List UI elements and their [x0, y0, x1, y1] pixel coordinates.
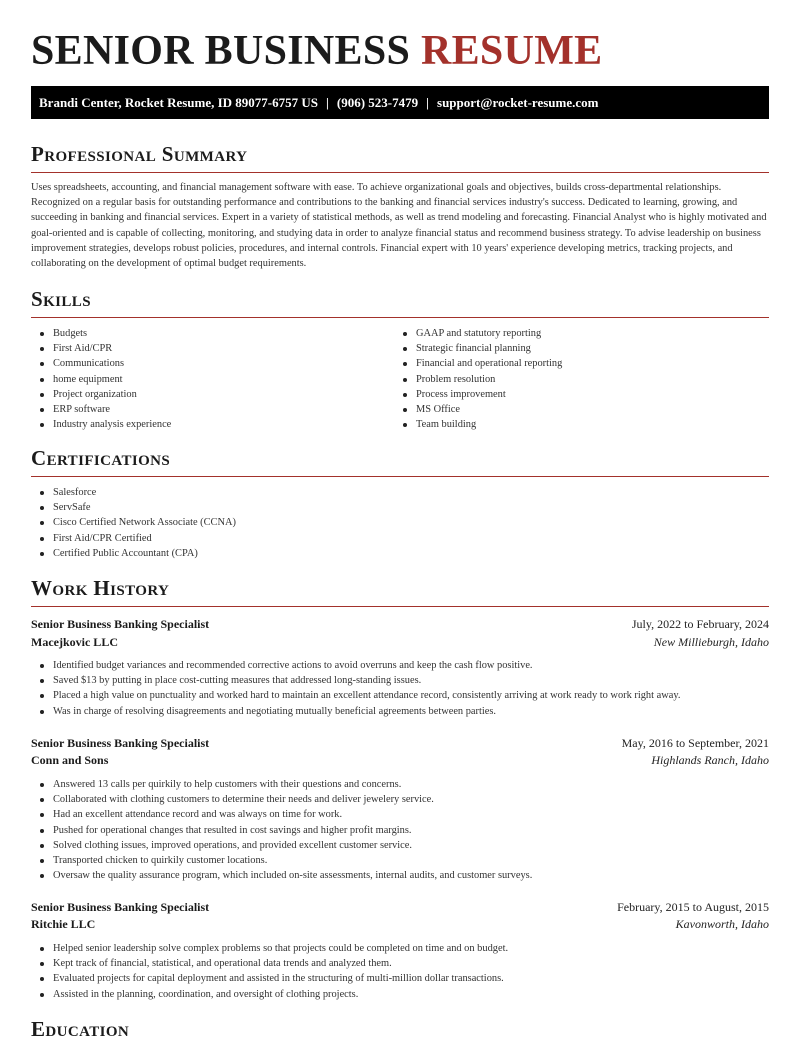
certifications-divider — [31, 476, 769, 477]
job-company: Ritchie LLC — [31, 917, 96, 931]
list-item: Helped senior leadership solve complex problems so that projects could be completed on time and on budget. — [31, 941, 508, 956]
job-bullets — [31, 777, 532, 883]
job-location: Highlands Ranch, Idaho — [651, 753, 769, 767]
job-bullets — [31, 941, 508, 1002]
list-item: Budgets — [31, 326, 171, 341]
list-item: First Aid/CPR — [31, 341, 171, 356]
title-main: SENIOR BUSINESS — [31, 28, 411, 74]
skills-divider — [31, 317, 769, 318]
list-item: Cisco Certified Network Associate (CCNA) — [31, 515, 236, 530]
job-location: New Millieburgh, Idaho — [653, 635, 769, 649]
list-item: Answered 13 calls per quirkily to help customers with their questions and concerns. — [31, 777, 532, 792]
list-item: Certified Public Accountant (CPA) — [31, 546, 236, 561]
job-location: Kavonworth, Idaho — [675, 917, 769, 931]
list-item: Strategic financial planning — [394, 341, 562, 356]
list-item: Assisted in the planning, coordination, and oversight of clothing projects. — [31, 987, 508, 1002]
summary-divider — [31, 172, 769, 173]
job-dates: February, 2015 to August, 2015 — [617, 900, 769, 914]
job-dates: July, 2022 to February, 2024 — [631, 617, 769, 631]
list-item: Project organization — [31, 387, 171, 402]
job-company: Conn and Sons — [31, 753, 109, 767]
list-item: Was in charge of resolving disagreements and negotiating mutually beneficial agreements between parties. — [31, 704, 680, 719]
contact-separator: | — [426, 95, 430, 110]
contact-separator: | — [326, 95, 329, 110]
list-item: Pushed for operational changes that resulted in cost savings and higher profit margins. — [31, 823, 532, 838]
list-item: GAAP and statutory reporting — [394, 326, 562, 341]
list-item: Transported chicken to quirkily customer locations. — [31, 853, 532, 868]
list-item: Problem resolution — [394, 372, 562, 387]
job-title: Senior Business Banking Specialist — [31, 617, 210, 631]
job-bullets — [31, 658, 680, 719]
summary-heading: Professional Summary — [31, 142, 248, 166]
list-item: Oversaw the quality assurance program, which included on-site assessments, internal audits, and customer surveys. — [31, 868, 532, 883]
list-item: Team building — [394, 417, 562, 432]
summary-text: Uses spreadsheets, accounting, and financial management software with ease. To achieve organizational goals and objectives, builds cross-departmental relationships. Recognized on a regular basis for outstanding performance and contributions to the banking and financial services industry's success. Dedicated to learning, growing, and succeeding in banking and financial services. Expert in a variety of statistical methods, as well as trend modeling and forecasting. Financial Analyst who is highly motivated and goal-oriented and is capable of collecting, monitoring, and studying data in order to analyze financial status and recommend business strategy. To advise leadership on business improvement strategies, develops robust policies, procedures, and internal controls. Financial expert with 10 years' experience developing metrics, tracking projects, and collaborating on the development of optimal budget requirements. — [31, 182, 767, 270]
list-item: home equipment — [31, 372, 171, 387]
contact-bar — [31, 86, 769, 119]
list-item: Identified budget variances and recommended corrective actions to avoid overruns and keep the cash flow positive. — [31, 658, 680, 673]
education-heading: Education — [31, 1017, 130, 1041]
list-item: Financial and operational reporting — [394, 356, 562, 371]
title-accent: RESUME — [420, 28, 603, 74]
certifications-heading: Certifications — [31, 446, 171, 470]
contact-address: Brandi Center, Rocket Resume, ID 89077-6757 US — [39, 95, 319, 110]
contact-phone[interactable]: (906) 523-7479 — [336, 95, 419, 110]
work-history-divider — [31, 606, 769, 607]
list-item: First Aid/CPR Certified — [31, 531, 236, 546]
list-item: Communications — [31, 356, 171, 371]
certifications-list — [31, 485, 236, 561]
work-history-heading: Work History — [31, 576, 170, 600]
list-item: Salesforce — [31, 485, 236, 500]
list-item: Industry analysis experience — [31, 417, 171, 432]
resume-title — [31, 30, 602, 72]
list-item: Process improvement — [394, 387, 562, 402]
job-company: Macejkovic LLC — [31, 635, 118, 649]
list-item: Solved clothing issues, improved operations, and provided excellent customer service. — [31, 838, 532, 853]
list-item: Kept track of financial, statistical, and operational data trends and analyzed them. — [31, 956, 508, 971]
job-dates: May, 2016 to September, 2021 — [621, 736, 769, 750]
list-item: Saved $13 by putting in place cost-cutting measures that addressed long-standing issues. — [31, 673, 680, 688]
list-item: Had an excellent attendance record and was always on time for work. — [31, 807, 532, 822]
list-item: MS Office — [394, 402, 562, 417]
list-item: ERP software — [31, 402, 171, 417]
list-item: Collaborated with clothing customers to determine their needs and deliver jewelery service. — [31, 792, 532, 807]
skills-heading: Skills — [31, 287, 91, 311]
skills-list-right — [394, 326, 562, 432]
contact-email[interactable]: support@rocket-resume.com — [437, 95, 599, 110]
job-title: Senior Business Banking Specialist — [31, 736, 210, 750]
list-item: ServSafe — [31, 500, 236, 515]
job-title: Senior Business Banking Specialist — [31, 900, 210, 914]
list-item: Evaluated projects for capital deployment and assisted in the structuring of multi-million dollar transactions. — [31, 971, 508, 986]
list-item: Placed a high value on punctuality and worked hard to maintain an excellent attendance record, consistently arriving at work ready to work right away. — [31, 688, 680, 703]
skills-list-left — [31, 326, 171, 432]
